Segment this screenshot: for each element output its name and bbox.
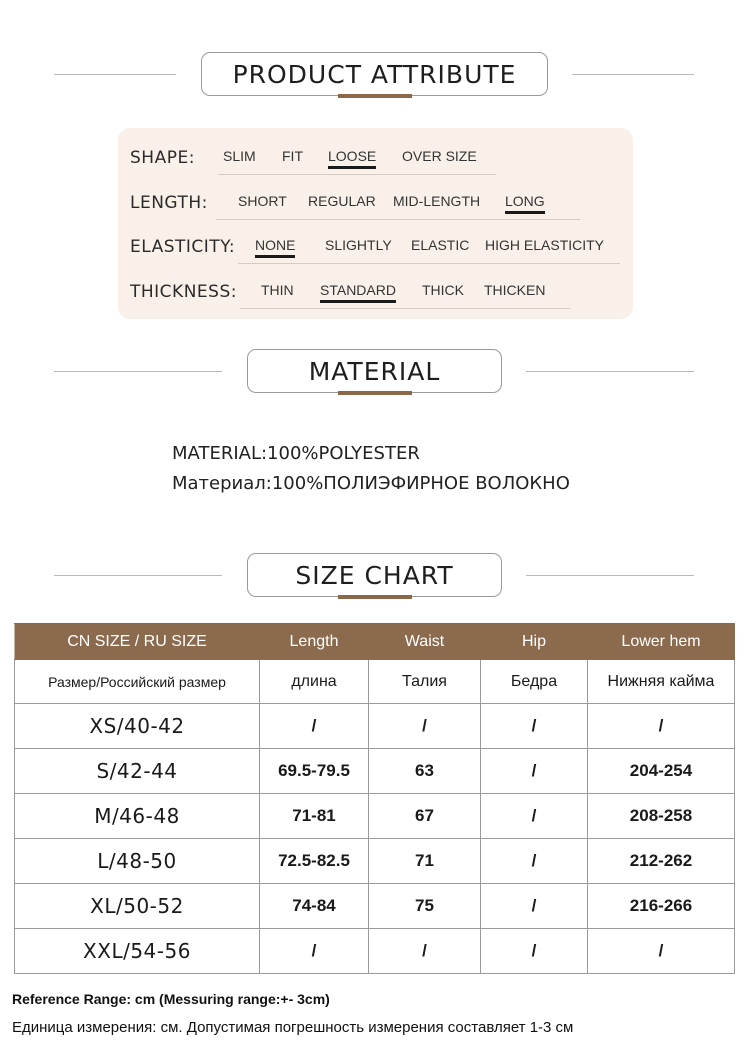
section-title: PRODUCT ATTRIBUTE (201, 52, 548, 96)
cell-lower-hem: / (588, 929, 735, 974)
option-standard-selected: STANDARD (320, 282, 396, 298)
cell-size: S/42-44 (15, 749, 260, 794)
subheader-length: длина (260, 660, 369, 704)
attribute-row-length (118, 185, 633, 215)
reference-range-note: Reference Range: cm (Messuring range:+- 3cm) (12, 991, 330, 1007)
header-length: Length (260, 624, 369, 660)
table-row (15, 929, 735, 974)
cell-lower-hem: 216-266 (588, 884, 735, 929)
attribute-label: THICKNESS: (130, 282, 237, 302)
attribute-row-shape (118, 140, 633, 170)
cell-size: M/46-48 (15, 794, 260, 839)
title-accent (338, 595, 412, 599)
table-header-row (15, 624, 735, 660)
cell-waist: 75 (369, 884, 481, 929)
cell-size: XS/40-42 (15, 704, 260, 749)
row-underline (216, 219, 580, 220)
cell-lower-hem: 208-258 (588, 794, 735, 839)
table-row (15, 794, 735, 839)
header-cn-size: CN SIZE / RU SIZE (15, 624, 260, 660)
cell-lower-hem: / (588, 704, 735, 749)
cell-hip: / (481, 929, 588, 974)
divider-right (526, 575, 694, 576)
cell-size: XXL/54-56 (15, 929, 260, 974)
row-underline (218, 174, 496, 175)
header-waist: Waist (369, 624, 481, 660)
divider-right (572, 74, 694, 75)
cell-waist: 63 (369, 749, 481, 794)
option-thin: THIN (261, 282, 294, 298)
product-attribute-heading (0, 52, 750, 98)
cell-length: 71-81 (260, 794, 369, 839)
header-hip: Hip (481, 624, 588, 660)
cell-hip: / (481, 749, 588, 794)
table-row (15, 884, 735, 929)
option-over-size: OVER SIZE (402, 148, 477, 164)
section-title: MATERIAL (247, 349, 502, 393)
title-accent (338, 391, 412, 395)
subheader-waist: Талия (369, 660, 481, 704)
option-none-selected: NONE (255, 237, 296, 253)
option-fit: FIT (282, 148, 303, 164)
material-russian: Материал:100%ПОЛИЭФИРНОЕ ВОЛОКНО (172, 473, 570, 494)
table-row (15, 749, 735, 794)
cell-size: L/48-50 (15, 839, 260, 884)
attribute-label: ELASTICITY: (130, 237, 236, 257)
attribute-label: SHAPE: (130, 148, 195, 168)
section-title: SIZE CHART (247, 553, 502, 597)
option-slightly: SLIGHTLY (325, 237, 392, 253)
material-english: MATERIAL:100%POLYESTER (172, 443, 420, 464)
cell-size: XL/50-52 (15, 884, 260, 929)
attribute-panel (118, 128, 633, 319)
cell-length: 72.5-82.5 (260, 839, 369, 884)
divider-left (54, 371, 222, 372)
option-thicken: THICKEN (484, 282, 546, 298)
option-elastic: ELASTIC (411, 237, 470, 253)
cell-waist: / (369, 704, 481, 749)
table-row (15, 704, 735, 749)
cell-waist: 67 (369, 794, 481, 839)
cell-length: / (260, 704, 369, 749)
option-short: SHORT (238, 193, 287, 209)
material-heading (0, 349, 750, 395)
row-underline (238, 263, 620, 264)
divider-left (54, 575, 222, 576)
divider-left (54, 74, 176, 75)
cell-lower-hem: 204-254 (588, 749, 735, 794)
table-subheader-row (15, 660, 735, 704)
option-thick: THICK (422, 282, 464, 298)
cell-length: 74-84 (260, 884, 369, 929)
cell-waist: / (369, 929, 481, 974)
measurement-note-russian: Единица измерения: см. Допустимая погрешность измерения составляет 1-3 см (12, 1019, 574, 1036)
row-underline (240, 308, 570, 309)
option-mid-length: MID-LENGTH (393, 193, 481, 209)
cell-lower-hem: 212-262 (588, 839, 735, 884)
option-slim: SLIM (223, 148, 256, 164)
cell-hip: / (481, 794, 588, 839)
attribute-label: LENGTH: (130, 193, 208, 213)
cell-hip: / (481, 704, 588, 749)
subheader-lower-hem: Нижняя кайма (588, 660, 735, 704)
cell-hip: / (481, 839, 588, 884)
option-high-elasticity: HIGH ELASTICITY (485, 237, 605, 253)
size-chart-heading (0, 553, 750, 599)
size-chart-table (14, 623, 735, 974)
divider-right (526, 371, 694, 372)
cell-length: / (260, 929, 369, 974)
header-lower-hem: Lower hem (588, 624, 735, 660)
cell-waist: 71 (369, 839, 481, 884)
cell-length: 69.5-79.5 (260, 749, 369, 794)
subheader-size: Размер/Российский размер (15, 660, 260, 704)
option-loose-selected: LOOSE (328, 148, 377, 164)
table-row (15, 839, 735, 884)
option-regular: REGULAR (308, 193, 376, 209)
attribute-row-elasticity (118, 229, 633, 259)
option-long-selected: LONG (505, 193, 545, 209)
subheader-hip: Бедра (481, 660, 588, 704)
attribute-row-thickness (118, 274, 633, 304)
cell-hip: / (481, 884, 588, 929)
title-accent (338, 94, 412, 98)
